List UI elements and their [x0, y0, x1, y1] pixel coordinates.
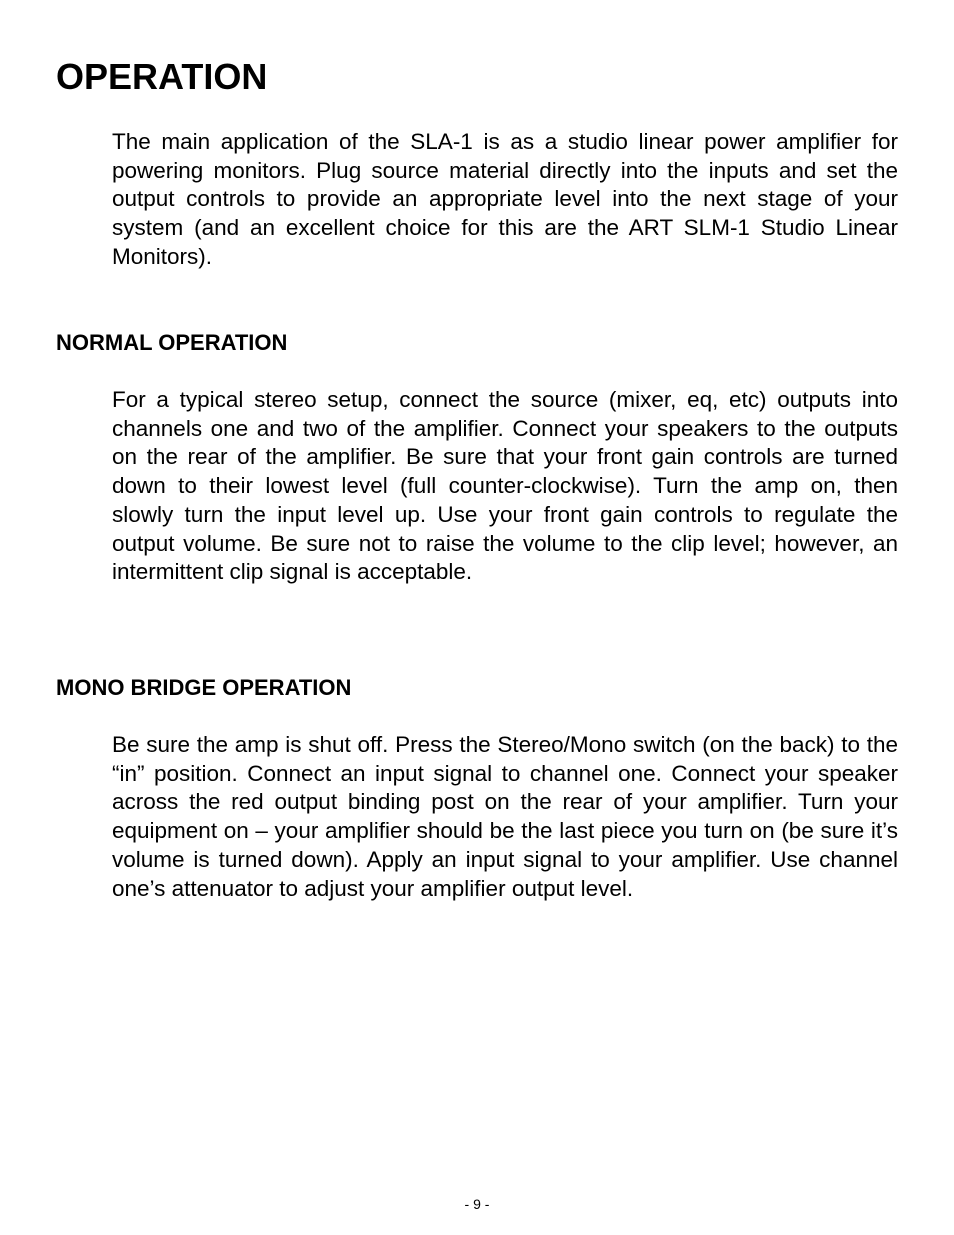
- normal-operation-paragraph: For a typical stereo setup, connect the source (mixer, eq, etc) outputs into channels one and two of the amplifier. Connect your speakers to the outputs on the rear of the amplifier. Be sure that your front gain controls are turned down to their lowest level (full counter-clockwise). Turn the amp on, then slowly turn the input level up. Use your front gain controls to regulate the output volume. Be sure not to raise the volume to the clip level; however, an intermittent clip signal is acceptable.: [112, 387, 898, 585]
- normal-operation-heading: NORMAL OPERATION: [56, 330, 288, 355]
- mono-bridge-operation-heading: MONO BRIDGE OPERATION: [56, 675, 352, 700]
- intro-paragraph: The main application of the SLA-1 is as a studio linear power amplifier for powering monitors. Plug source material directly into the inputs and set the output controls to provide an appropriate level into the next stage of your system (and an excellent choice for this are the ART SLM-1 Studio Linear Monitors).: [112, 129, 898, 269]
- page-title: OPERATION: [56, 56, 268, 97]
- mono-bridge-operation-paragraph: Be sure the amp is shut off. Press the Stereo/Mono switch (on the back) to the “in” position. Connect an input signal to channel one. Connect your speaker across the red output binding post on the rear of your amplifier. Turn your equipment on – your amplifier should be the last piece you turn on (be sure it’s volume is turned down). Apply an input signal to your amplifier. Use channel one’s attenuator to adjust your amplifier output level.: [112, 732, 898, 901]
- page-number: - 9 -: [464, 1196, 490, 1212]
